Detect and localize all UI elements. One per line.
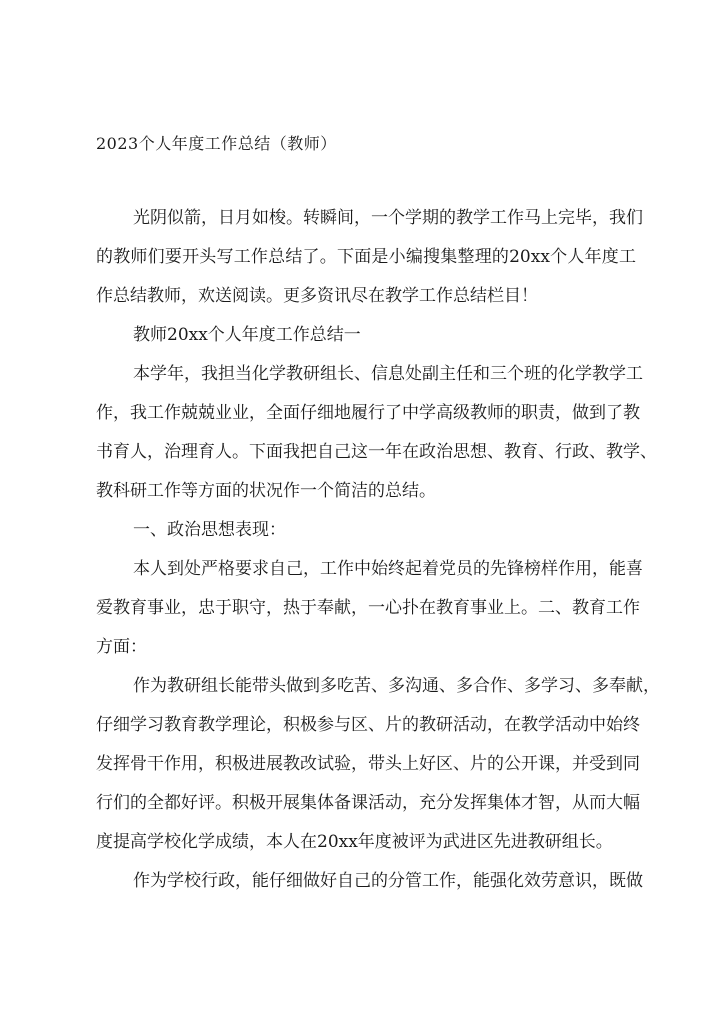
paragraph-line: 光阴似箭，日月如梭。转瞬间，一个学期的教学工作马上完毕，我们 bbox=[133, 208, 643, 228]
paragraph-line: 爱教育事业，忠于职守，热于奉献，一心扑在教育事业上。二、教育工作 bbox=[96, 598, 640, 618]
paragraph-line: 仔细学习教育教学理论，积极参与区、片的教研活动，在教学活动中始终 bbox=[96, 715, 640, 735]
paragraph-line: 书育人，治理育人。下面我把自己这一年在政治思想、教育、行政、教学、 bbox=[96, 442, 657, 462]
paragraph-line: 本人到处严格要求自己，工作中始终起着党员的先锋榜样作用，能喜 bbox=[133, 559, 643, 579]
paragraph-line: 教科研工作等方面的状况作一个简洁的总结。 bbox=[96, 481, 436, 501]
document-title: 2023个人年度工作总结（教师） bbox=[96, 134, 337, 153]
section-heading: 教师20xx个人年度工作总结一 bbox=[133, 325, 361, 345]
paragraph-line: 行们的全都好评。积极开展集体备课活动，充分发挥集体才智，从而大幅 bbox=[96, 793, 640, 813]
paragraph-line: 本学年，我担当化学教研组长、信息处副主任和三个班的化学教学工 bbox=[133, 364, 643, 384]
paragraph-line: 发挥骨干作用，积极进展教改试验，带头上好区、片的公开课，并受到同 bbox=[96, 754, 640, 774]
section-heading: 一、政治思想表现： bbox=[133, 520, 286, 540]
paragraph-line: 作为学校行政，能仔细做好自己的分管工作，能强化效劳意识，既做 bbox=[133, 871, 643, 891]
paragraph-line: 度提高学校化学成绩，本人在20xx年度被评为武进区先进教研组长。 bbox=[96, 832, 613, 852]
paragraph-line: 作为教研组长能带头做到多吃苦、多沟通、多合作、多学习、多奉献， bbox=[133, 676, 660, 696]
paragraph-line: 的教师们要开头写工作总结了。下面是小编搜集整理的20xx个人年度工 bbox=[96, 247, 636, 267]
paragraph-line: 作，我工作兢兢业业，全面仔细地履行了中学高级教师的职责，做到了教 bbox=[96, 403, 640, 423]
paragraph-line: 方面： bbox=[96, 637, 147, 657]
paragraph-line: 作总结教师，欢送阅读。更多资讯尽在教学工作总结栏目！ bbox=[96, 286, 538, 306]
